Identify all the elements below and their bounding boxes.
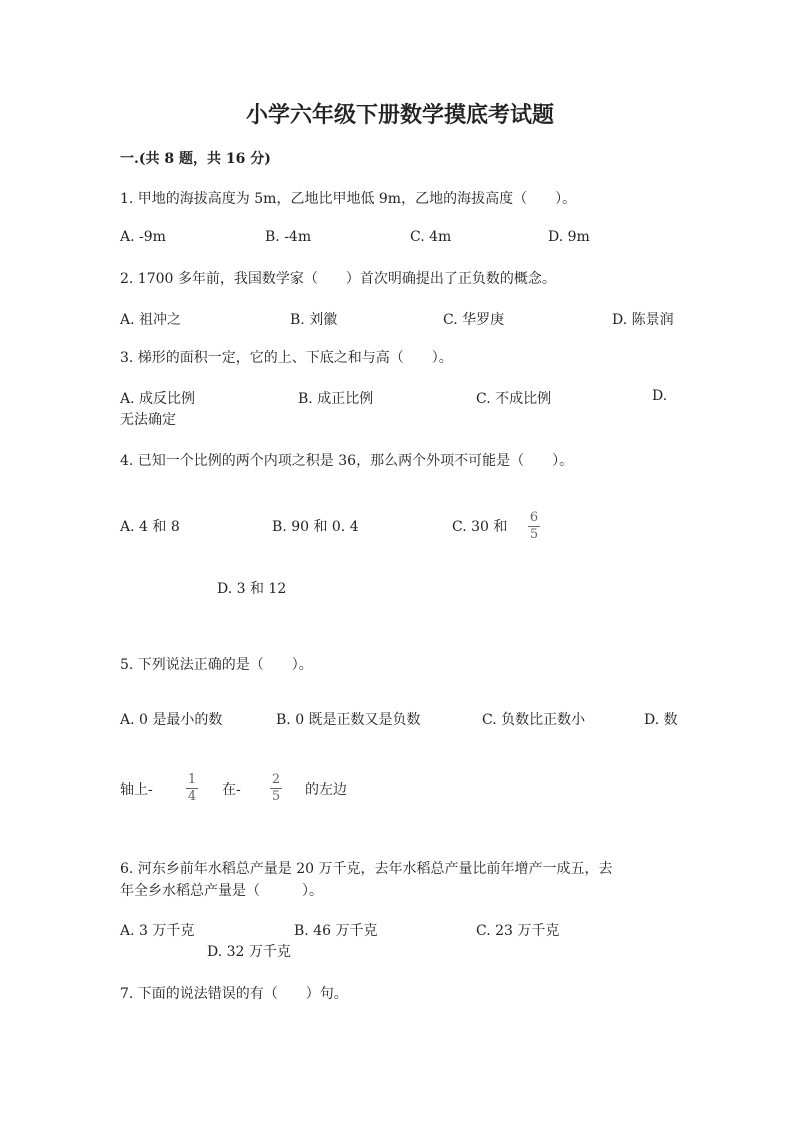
q4-fraction bbox=[528, 511, 540, 543]
q5-fraction-2 bbox=[270, 773, 282, 805]
q1-option-c: C. 4m bbox=[410, 229, 452, 245]
q5-option-c: C. 负数比正数小 bbox=[482, 712, 586, 728]
q6-option-d: D. 32 万千克 bbox=[207, 944, 291, 960]
question-6-line-1: 6. 河东乡前年水稻总产量是 20 万千克，去年水稻总产量比前年增产一成五，去 bbox=[120, 861, 613, 877]
q3-option-d-text: 无法确定 bbox=[120, 412, 176, 428]
q6-option-a: A. 3 万千克 bbox=[120, 923, 195, 939]
q4-option-b: B. 90 和 0. 4 bbox=[272, 519, 359, 535]
q5-option-d: D. 数 bbox=[644, 712, 678, 728]
q1-option-d: D. 9m bbox=[548, 229, 590, 245]
q5-fraction-1 bbox=[186, 773, 198, 805]
q4-option-c: C. 30 和 bbox=[452, 519, 508, 535]
q2-option-a: A. 祖冲之 bbox=[120, 312, 182, 328]
q3-option-d-label: D. bbox=[652, 388, 668, 404]
q5-option-d-text-c: 的左边 bbox=[305, 782, 347, 798]
question-4: 4. 已知一个比例的两个内项之积是 36，那么两个外项不可能是（ ）。 bbox=[120, 453, 574, 469]
q5-option-a: A. 0 是最小的数 bbox=[120, 712, 223, 728]
question-6-line-2: 年全乡水稻总产量是（ ）。 bbox=[120, 883, 323, 899]
section-header: 一.(共 8 题，共 16 分) bbox=[120, 151, 271, 167]
q4-option-a: A. 4 和 8 bbox=[120, 519, 180, 535]
q2-option-d: D. 陈景润 bbox=[612, 312, 674, 328]
q5-fraction-2-numerator: 2 bbox=[271, 772, 281, 787]
q5-fraction-1-numerator: 1 bbox=[187, 772, 197, 787]
q5-fraction-1-denominator: 4 bbox=[187, 789, 197, 805]
q5-fraction-2-denominator: 5 bbox=[271, 789, 281, 805]
question-5: 5. 下列说法正确的是（ ）。 bbox=[120, 657, 313, 673]
q1-option-b: B. -4m bbox=[265, 229, 312, 245]
page-title: 小学六年级下册数学摸底考试题 bbox=[245, 102, 554, 128]
q5-option-d-text-b: 在- bbox=[222, 782, 241, 798]
q5-option-d-text-a: 轴上- bbox=[120, 782, 153, 798]
q4-fraction-numerator: 6 bbox=[529, 510, 539, 525]
q1-option-a: A. -9m bbox=[120, 229, 166, 245]
q3-option-c: C. 不成比例 bbox=[476, 391, 552, 407]
q5-option-b: B. 0 既是正数又是负数 bbox=[276, 712, 421, 728]
question-2: 2. 1700 多年前，我国数学家（ ）首次明确提出了正负数的概念。 bbox=[120, 271, 556, 287]
q4-fraction-denominator: 5 bbox=[529, 527, 539, 543]
question-1: 1. 甲地的海拔高度为 5m，乙地比甲地低 9m，乙地的海拔高度（ ）。 bbox=[120, 191, 577, 207]
q6-option-b: B. 46 万千克 bbox=[294, 923, 378, 939]
q3-option-b: B. 成正比例 bbox=[298, 391, 374, 407]
q2-option-c: C. 华罗庚 bbox=[443, 312, 505, 328]
q6-option-c: C. 23 万千克 bbox=[476, 923, 560, 939]
q2-option-b: B. 刘徽 bbox=[290, 312, 338, 328]
question-3: 3. 梯形的面积一定，它的上、下底之和与高（ ）。 bbox=[120, 350, 453, 366]
q4-option-d: D. 3 和 12 bbox=[217, 581, 287, 597]
question-7: 7. 下面的说法错误的有（ ）句。 bbox=[120, 986, 348, 1002]
q3-option-a: A. 成反比例 bbox=[120, 391, 196, 407]
